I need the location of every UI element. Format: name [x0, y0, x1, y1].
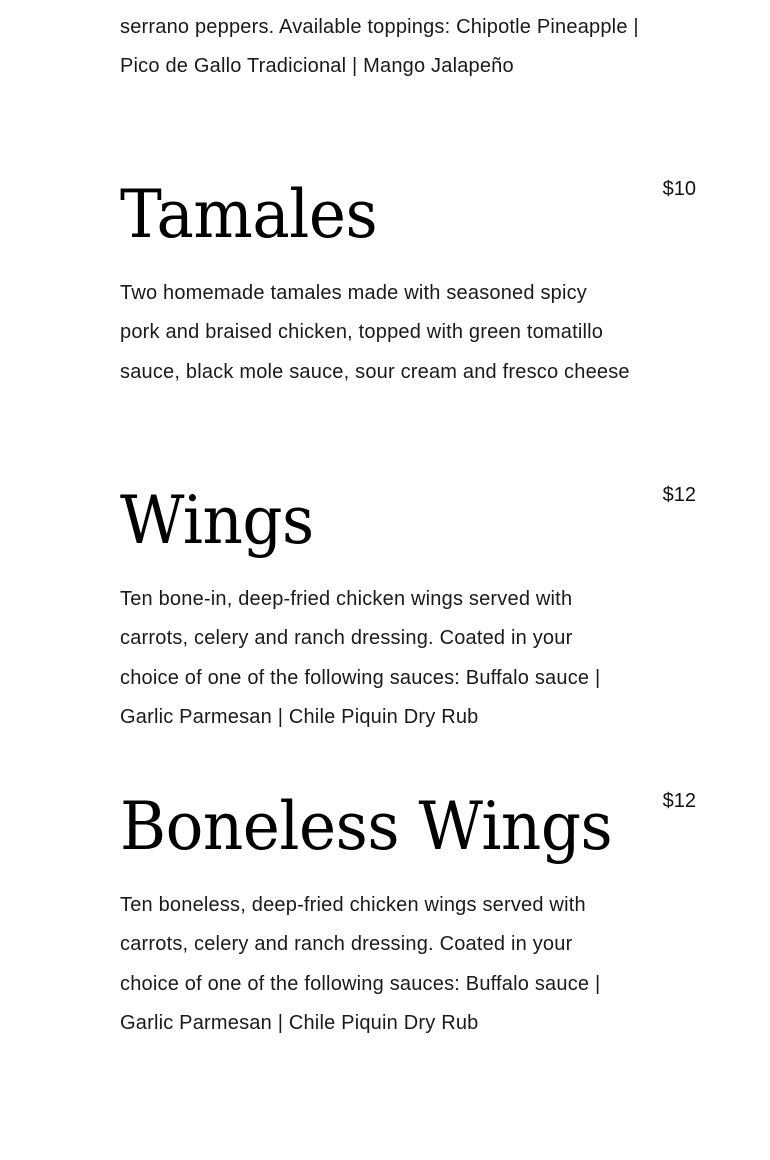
menu-item-description: Two homemade tamales made with seasoned spicy pork and braised chicken, topped with green tomatillo sauce, black mole sauce, sour cream and fresco cheese [120, 282, 630, 383]
menu-item-tamales [120, 176, 700, 392]
menu-item-description: Ten bone-in, deep-fried chicken wings served with carrots, celery and ranch dressing. Coated in your choice of one of the following sauces: Buffalo sauce | Garlic Parmesan | Chile Piquin Dry Rub [120, 588, 601, 728]
menu-item-price: $12 [662, 790, 696, 812]
menu-item-title: Boneless Wings [120, 788, 613, 865]
menu-item-price: $12 [662, 484, 696, 506]
menu-item-price: $10 [662, 178, 696, 200]
menu-item-wings [120, 482, 700, 737]
previous-item-description: serrano peppers. Available toppings: Chipotle Pineapple | Pico de Gallo Tradicional | Mango Jalapeño [120, 16, 639, 78]
menu-item-description: Ten boneless, deep-fried chicken wings served with carrots, celery and ranch dressing. Coated in your choice of one of the following sauces: Buffalo sauce | Garlic Parmesan | Chile Piquin Dry Rub [120, 894, 601, 1034]
menu-item-title: Wings [120, 482, 314, 559]
menu-item-title: Tamales [120, 176, 378, 253]
menu-item-boneless-wings [120, 788, 700, 1043]
